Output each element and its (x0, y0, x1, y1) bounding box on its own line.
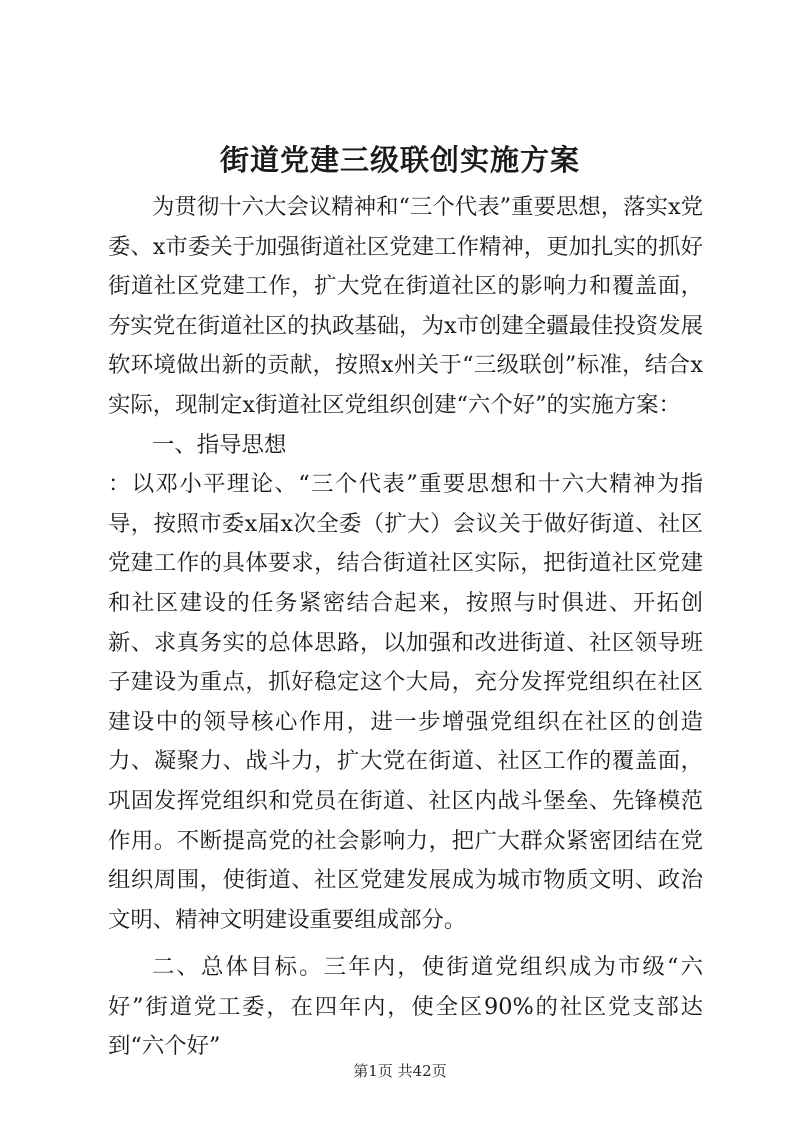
section-heading-guiding-thought: 一、指导思想 (152, 431, 287, 458)
overall-goal-paragraph: 二、总体目标。三年内，使街道党组织成为市级“六好”街道党工委，在四年内，使全区90%的社区党支部达到“六个好” (108, 954, 703, 1060)
document-body (108, 188, 703, 1067)
document-title: 街道党建三级联创实施方案 (219, 143, 580, 177)
guiding-thought-paragraph: ：以邓小平理论、“三个代表”重要思想和十六大精神为指导，按照市委x届x次全委（扩大）会议关于做好街道、社区党建工作的具体要求，结合街道社区实际，把街道社区党建和社区建设的任务紧密结合起来，按照与时俱进、开拓创新、求真务实的总体思路，以加强和改进街道、社区领导班子建设为重点，抓好稳定这个大局，充分发挥党组织在社区建设中的领导核心作用，进一步增强党组织在社区的创造力、凝聚力、战斗力，扩大党在街道、社区工作的覆盖面，巩固发挥党组织和党员在街道、社区内战斗堡垒、先锋模范作用。不断提高党的社会影响力，把广大群众紧密团结在党组织周围，使街道、社区党建发展成为城市物质文明、政治文明、精神文明建设重要组成部分。 (108, 471, 703, 933)
intro-paragraph: 为贯彻十六大会议精神和“三个代表”重要思想，落实x党委、x市委关于加强街道社区党建工作精神，更加扎实的抓好街道社区党建工作，扩大党在街道社区的影响力和覆盖面，夯实党在街道社区的执政基础，为x市创建全疆最佳投资发展软环境做出新的贡献，按照x州关于“三级联创”标准，结合x实际，现制定x街道社区党组织创建“六个好”的实施方案： (108, 194, 703, 418)
page-number-footer: 第1页 共42页 (353, 1062, 447, 1080)
